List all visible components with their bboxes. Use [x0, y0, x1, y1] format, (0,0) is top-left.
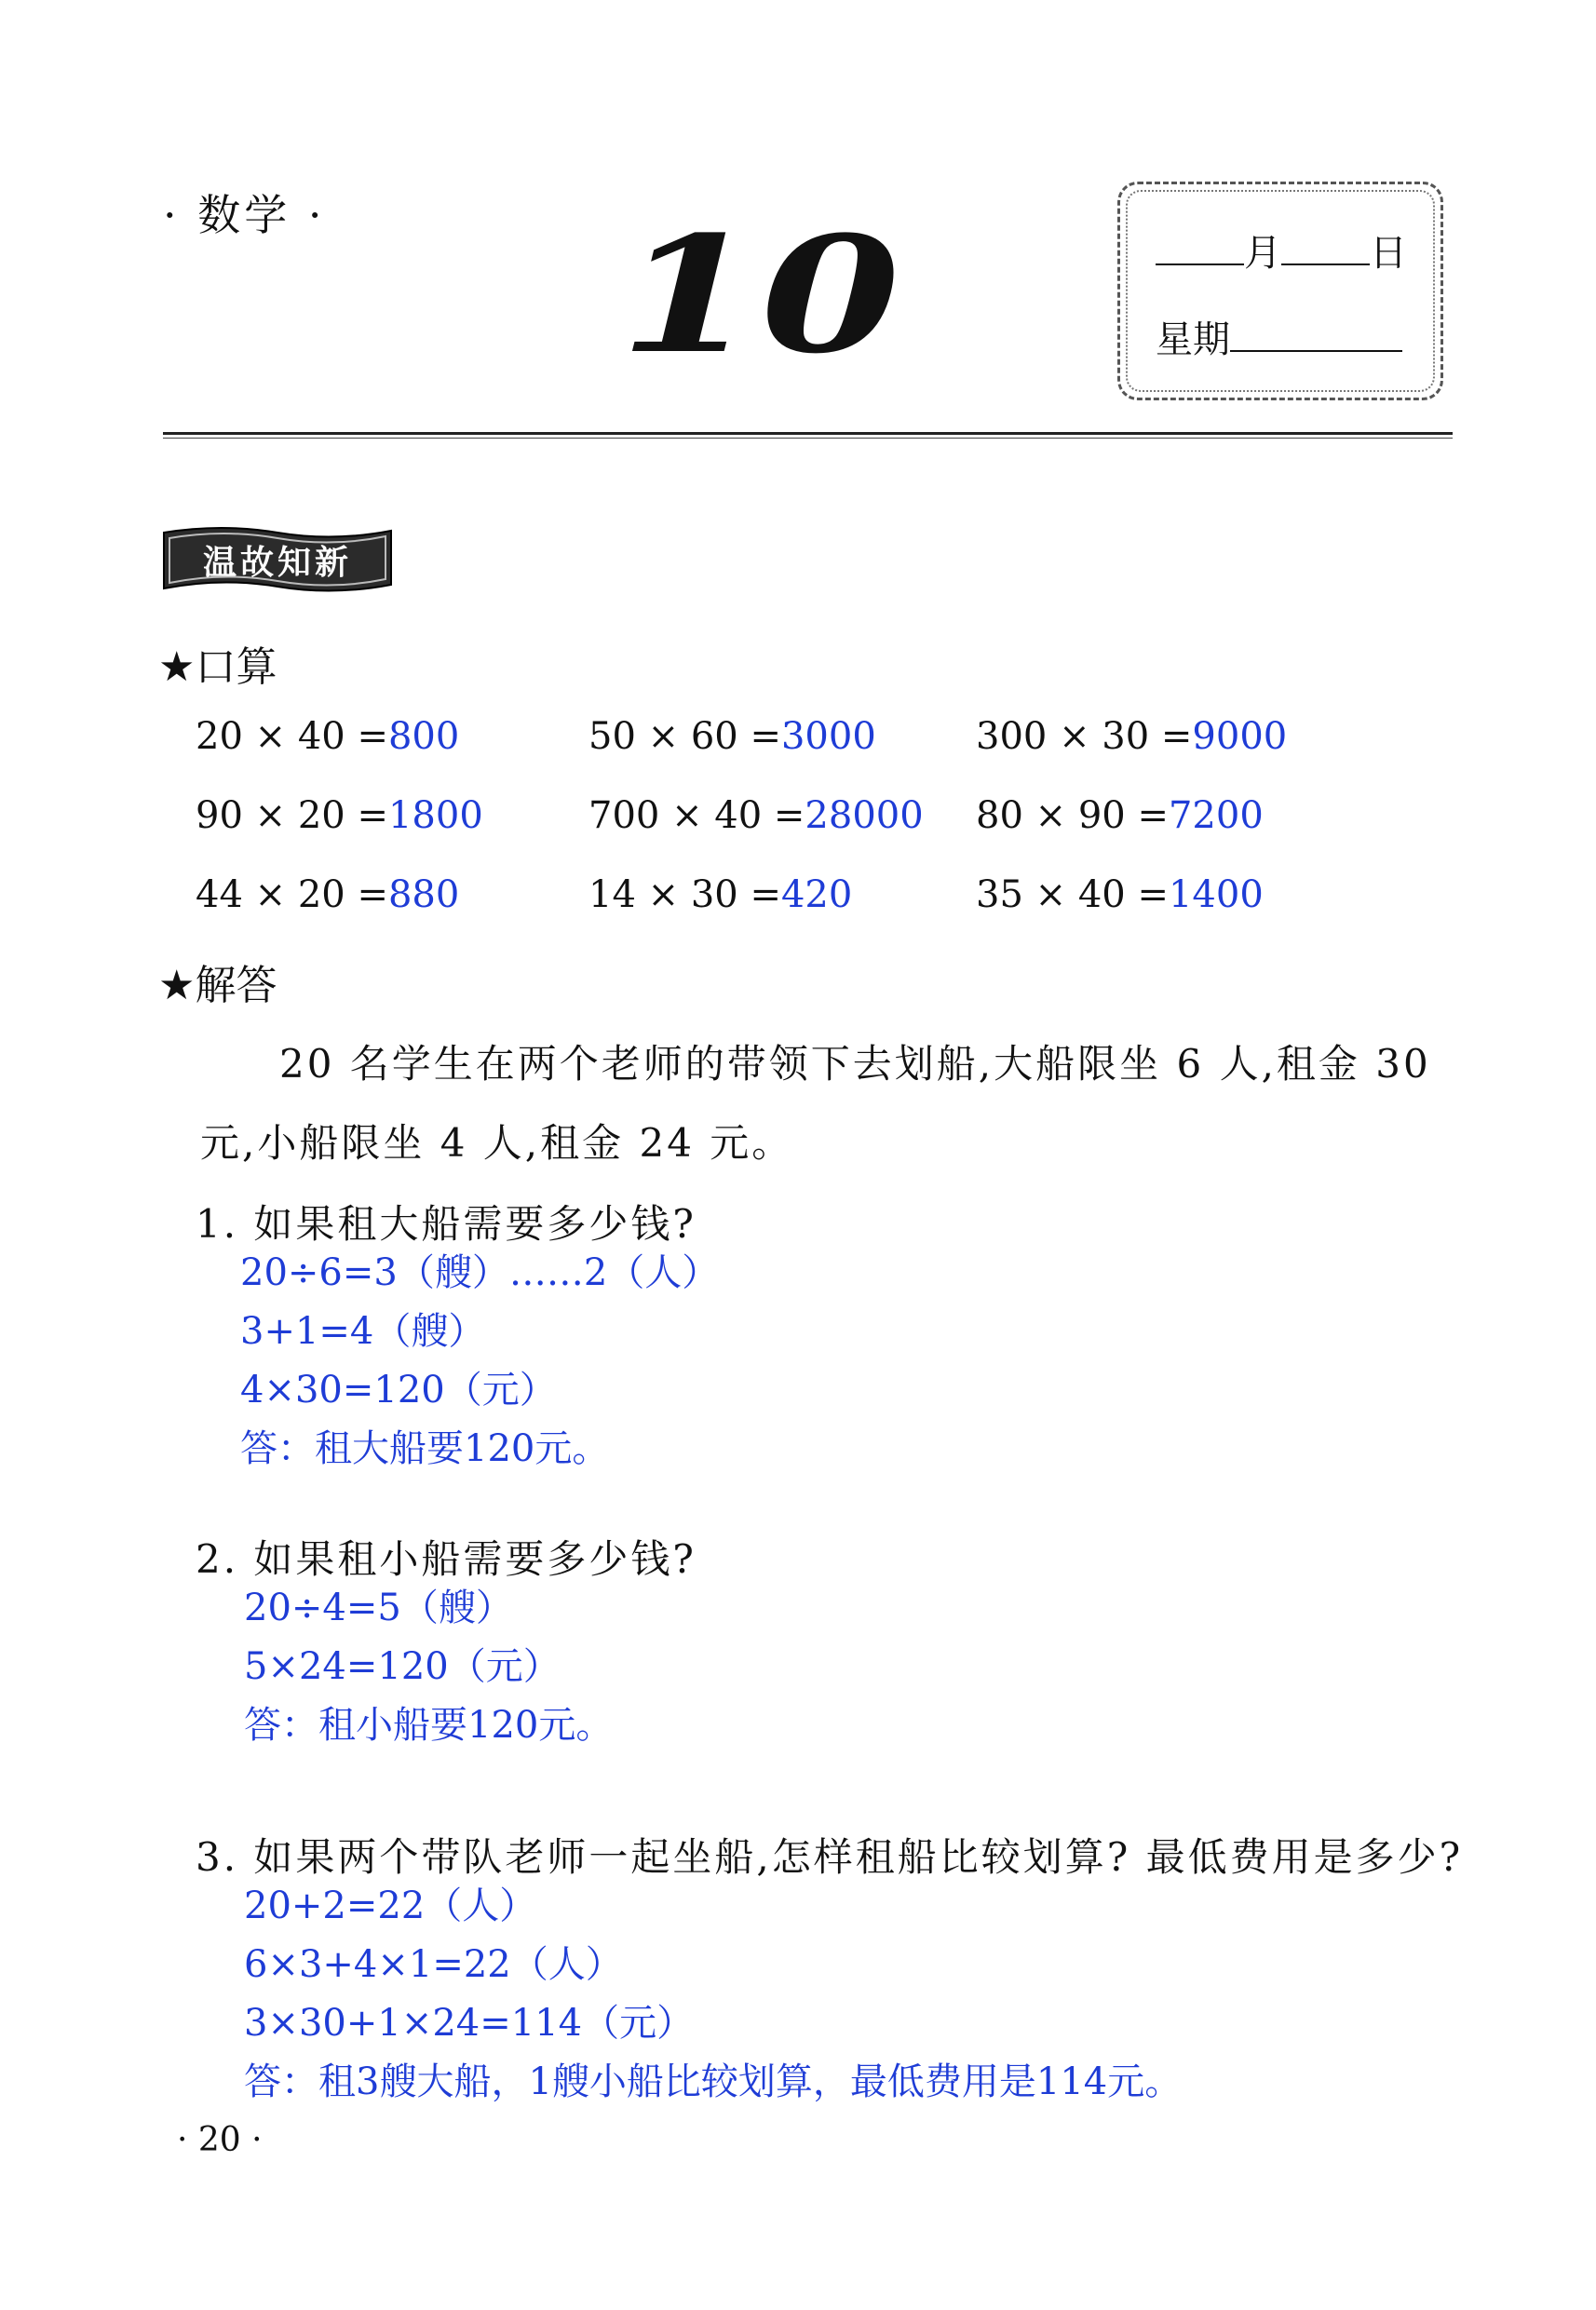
q2-work-line: 20÷4=5（艘）	[244, 1587, 513, 1629]
oral-item: 20 × 40 =800	[196, 715, 460, 758]
oral-section-title: ★口算	[158, 643, 277, 691]
oral-answer: 420	[780, 873, 853, 916]
date-box	[1117, 182, 1443, 400]
q2-work-line: 5×24=120（元）	[244, 1645, 561, 1688]
date-month-day-line	[1156, 223, 1407, 277]
page-number: · 20 ·	[177, 2121, 263, 2159]
q2-answer: 答：租小船要120元。	[244, 1704, 614, 1747]
oral-answer: 1800	[387, 794, 483, 837]
q3-work-line: 3×30+1×24=114（元）	[244, 2002, 695, 2045]
oral-item: 300 × 30 =9000	[976, 715, 1288, 758]
oral-item: 50 × 60 =3000	[588, 715, 876, 758]
q3-answer: 答：租3艘大船，1艘小船比较划算，最低费用是114元。	[244, 2060, 1183, 2103]
month-blank[interactable]	[1156, 263, 1244, 265]
q1-work-line: 20÷6=3（艘）……2（人）	[240, 1251, 720, 1294]
oral-item: 14 × 30 =420	[588, 873, 853, 916]
oral-answer: 800	[387, 715, 460, 758]
banner-title: 温故知新	[202, 544, 352, 582]
solve-section-title: ★解答	[158, 962, 277, 1009]
oral-item: 35 × 40 =1400	[976, 873, 1264, 916]
q1-work-line: 3+1=4（艘）	[240, 1310, 486, 1353]
oral-item: 90 × 20 =1800	[196, 794, 483, 837]
oral-answer: 7200	[1168, 794, 1264, 837]
oral-item: 700 × 40 =28000	[588, 794, 924, 837]
header-rule	[163, 432, 1453, 435]
q1-answer: 答：租大船要120元。	[240, 1427, 610, 1470]
question-2: 2. 如果租小船需要多少钱?	[196, 1536, 697, 1582]
lesson-number: 10	[619, 200, 903, 389]
oral-item: 44 × 20 =880	[196, 873, 460, 916]
oral-item: 80 × 90 =7200	[976, 794, 1264, 837]
question-3: 3. 如果两个带队老师一起坐船,怎样租船比较划算? 最低费用是多少?	[196, 1834, 1464, 1880]
header-rule-thin	[163, 438, 1453, 439]
day-label: 日	[1370, 232, 1407, 275]
oral-answer: 1400	[1168, 873, 1264, 916]
problem-intro-line1: 20 名学生在两个老师的带领下去划船,大船限坐 6 人,租金 30	[279, 1041, 1431, 1087]
q1-work-line: 4×30=120（元）	[240, 1369, 557, 1412]
oral-answer: 28000	[805, 794, 924, 837]
oral-answer: 880	[387, 873, 460, 916]
section-banner	[156, 523, 399, 598]
weekday-blank[interactable]	[1230, 350, 1402, 352]
date-weekday-line	[1156, 310, 1402, 363]
q3-work-line: 6×3+4×1=22（人）	[244, 1943, 623, 1986]
day-blank[interactable]	[1281, 263, 1370, 265]
month-label: 月	[1244, 232, 1281, 275]
oral-answer: 9000	[1192, 715, 1288, 758]
question-1: 1. 如果租大船需要多少钱?	[196, 1201, 697, 1247]
weekday-label: 星期	[1156, 318, 1230, 361]
q3-work-line: 20+2=22（人）	[244, 1884, 537, 1927]
problem-intro-line2: 元,小船限坐 4 人,租金 24 元。	[200, 1120, 794, 1166]
oral-answer: 3000	[780, 715, 876, 758]
subject-label: · 数学 ·	[163, 190, 326, 240]
